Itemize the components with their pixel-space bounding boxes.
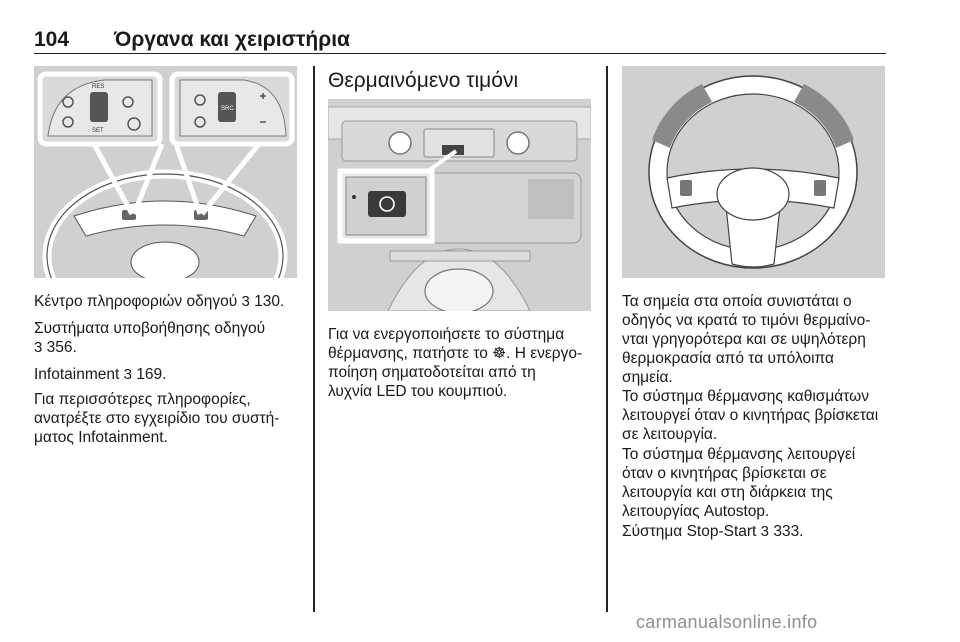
infotainment-ref: Infotainment 3 169. (34, 366, 167, 383)
chapter-title: Όργανα και χειριστήρια (114, 28, 350, 51)
arrow-ref-icon: 3 (760, 523, 770, 540)
arrow-ref-icon: 3 (241, 293, 250, 310)
stop-start-ref: Σύστημα Stop-Start 3 333. (622, 523, 804, 540)
infotainment-note: Για περισσότερες πληροφορίες, ανατρέξτε στο εγχειρίδιο του συστή- ματος Infotainment. (34, 391, 280, 446)
activation-text: Για να ενεργοποιήσετε το σύστημα θέρμανσης, πατήστε το ☸. Η ενεργο- ποίηση σηματοδοτείται από τη λυχνία LED του κουμπιού. (328, 326, 583, 400)
driver-assist-ref: Συστήματα υποβοήθησης οδηγού 3 356. (34, 320, 266, 356)
column-divider-2 (606, 66, 608, 612)
section-title: Θερμαινόμενο τιμόνι (328, 69, 519, 92)
steering-wheel-figure (622, 66, 885, 278)
src-label: SRC (221, 106, 234, 112)
steering-wheel-illustration (622, 66, 885, 278)
seat-heating-text: Το σύστημα θέρμανσης καθισμάτων λειτουργεί όταν ο κινητήρας βρίσκεται σε λειτουργία. (622, 388, 879, 443)
heating-zones-text: Τα σημεία στα οποία συνιστάται ο οδηγός να κρατά το τιμόνι θερμαίνο- νται γρηγορότερα και σε υψηλότερη θερμοκρασία από τα υπόλοιπα σημεία. (622, 293, 871, 386)
watermark: carmanualsonline.info (636, 612, 818, 632)
heated-steering-wheel-icon: ☸ (492, 345, 507, 362)
set-label: SET (92, 128, 104, 134)
console-illustration (328, 99, 591, 311)
arrow-ref-icon: 3 (34, 339, 43, 356)
steering-controls-figure (34, 66, 297, 278)
steering-controls-illustration (34, 66, 297, 278)
res-label: RES (92, 84, 105, 90)
column-divider-1 (313, 66, 315, 612)
heated-wheel-button-figure (328, 99, 591, 311)
page-number: 104 (34, 28, 70, 51)
driver-info-ref: Κέντρο πληροφοριών οδηγού 3 130. (34, 293, 285, 310)
page-header (34, 28, 886, 54)
engine-operation-text: Το σύστημα θέρμανσης λειτουργεί όταν ο κινητήρας βρίσκεται σε λειτουργία και στη διάρκεια της λειτουργίας Autostop. (622, 446, 856, 520)
arrow-ref-icon: 3 (123, 366, 132, 383)
